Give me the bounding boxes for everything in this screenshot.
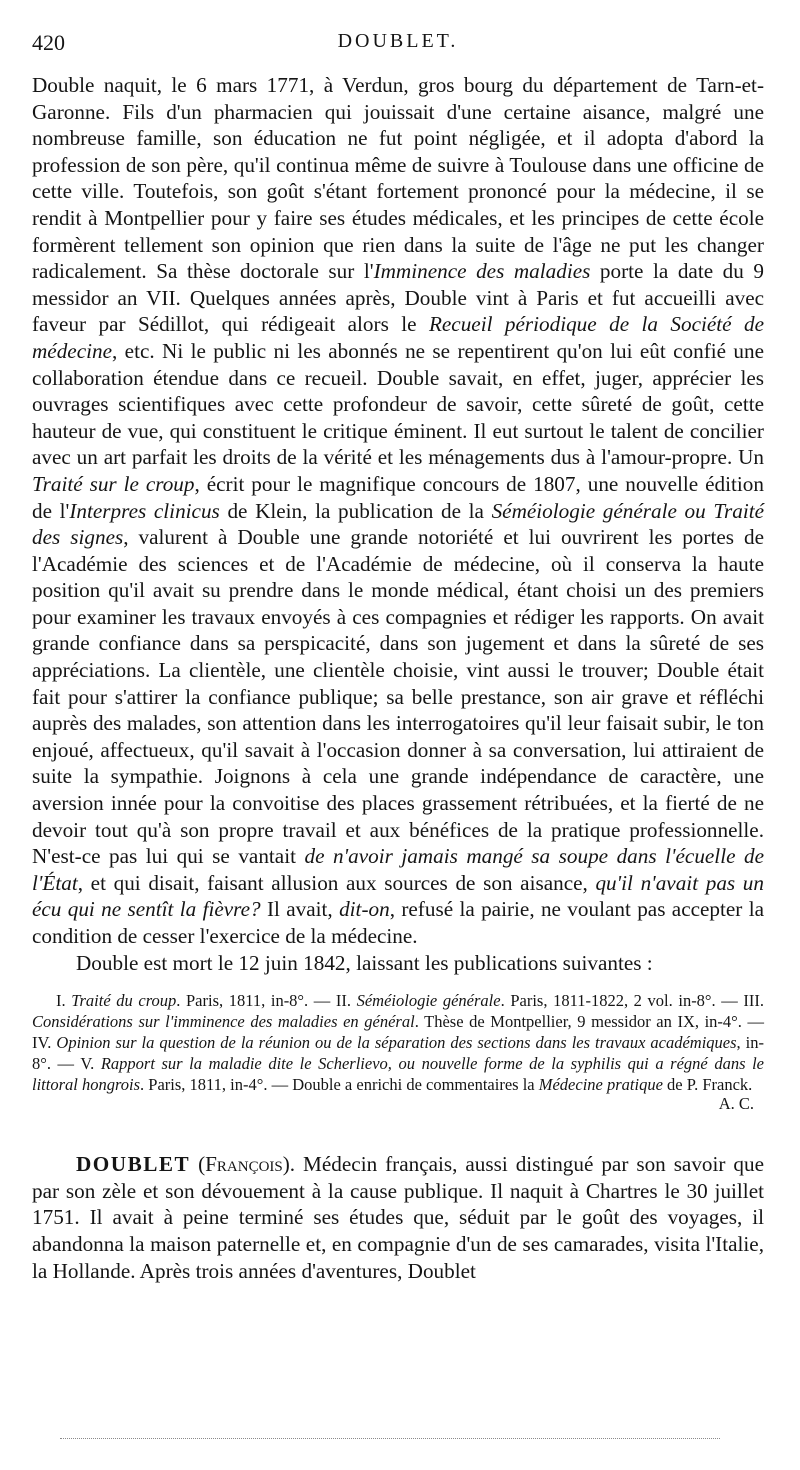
running-head: DOUBLET. bbox=[337, 30, 459, 52]
entry-text: Médecin français, aussi distingué par son savoir que par son zèle et son dévouement à la cause publique. Il naquit à Chartres le 30 juillet 1751. Il avait à peine terminé ses études que, séduit par le goût des voyages, il abandonna la maison paternelle et, en compagnie d'un de ses camarades, visita l'Italie, la Hollande. Après trois années d'aventures, Doublet bbox=[32, 1152, 764, 1283]
footer-rule bbox=[60, 1438, 720, 1439]
entry-forename: (François). bbox=[198, 1152, 296, 1177]
author-signature: A. C. bbox=[718, 1094, 754, 1114]
doublet-entry bbox=[32, 1151, 764, 1284]
death-paragraph: Double est mort le 12 juin 1842, laissant les publications suivantes : bbox=[76, 950, 653, 975]
double-biography-paragraph: Double naquit, le 6 mars 1771, à Verdun, gros bourg du département de Tarn-et-Garonne. Fils d'un pharmacien qui jouissait d'une certaine aisance, malgré une nombreuse famille, son éducation ne fut point négligée, et il adopta d'abord la profession de son père, qu'il continua même de suivre à Toulouse dans une officine de cette ville. Toutefois, son goût s'étant fortement prononcé pour la médecine, il se rendit à Montpellier pour y faire ses études médicales, et les principes de cette école formèrent tellement son opinion que rien dans la suite de l'âge ne put les changer radicalement. Sa thèse doctorale sur l'Imminence des maladies porte la date du 9 messidor an VII. Quelques années après, Double vint à Paris et fut accueilli avec faveur par Sédillot, qui rédigeait alors le Recueil périodique de la Société de médecine, etc. Ni le public ni les abonnés ne se repentirent qu'on lui eût confié une collaboration étendue dans ce recueil. Double savait, en effet, juger, apprécier les ouvrages scientifiques avec cette profondeur de savoir, cette sûreté de goût, cette hauteur de vue, qui constituent le critique éminent. Il eut surtout le talent de concilier avec un art parfait les droits de la vérité et les ménagements dus à l'amour-propre. Un Traité sur le croup, écrit pour le magnifique concours de 1807, une nouvelle édition de l'Interpres clinicus de Klein, la publication de la Séméiologie générale ou Traité des signes, valurent à Double une grande notoriété et lui ouvrirent les portes de l'Académie des sciences et de l'Académie de médecine, où il conserva la haute position qu'il avait su prendre dans le monde médical, étant choisi un des premiers pour examiner les travaux envoyés à ces compagnies et rédiger les rapports. On avait grande confiance dans sa perspicacité, dans son jugement et dans la sûreté de ses appréciations. La clientèle, une clientèle choisie, vint aussi le trouver; Double était fait pour s'attirer la confiance publique; sa belle prestance, son air grave et réfléchi auprès des malades, son attention dans les interrogatoires qu'il leur faisait subir, le ton enjoué, affectueux, qu'il savait à l'occasion donner à sa conversation, lui attiraient de suite la sympathie. Joignons à cela une grande indépendance de caractère, une aversion innée pour la convoitise des places grassement rétribuées, et la fierté de ne devoir tout qu'à son propre travail et aux bénéfices de la pratique professionnelle. N'est-ce pas lui qui se vantait de n'avoir jamais mangé sa soupe dans l'écuelle de l'État, et qui disait, faisant allusion aux sources de son aisance, qu'il n'avait pas un écu qui ne sentît la fièvre? Il avait, dit-on, refusé la pairie, ne voulant pas accepter la condition de cesser l'exercice de la médecine. bbox=[32, 73, 765, 948]
page-number: 420 bbox=[32, 30, 65, 55]
bibliography: I. Traité du croup. Paris, 1811, in-8°. — II. Séméiologie générale. Paris, 1811-1822, 2 vol. in-8°. — III. Considérations sur l'imminence des maladies en général. Thèse de Montpellier, 9 messidor an IX, in-4°. — IV. Opinion sur la question de la réunion ou de la séparation des sections dans les travaux académiques, in-8°. — V. Rapport sur la maladie dite le Scherlievo, ou nouvelle forme de la syphilis qui a régné dans le littoral hongrois. Paris, 1811, in-4°. — Double a enrichi de commentaires la Médecine pratique de P. Franck. bbox=[32, 991, 764, 1095]
page-header bbox=[32, 28, 764, 72]
entry-headword: DOUBLET bbox=[76, 1152, 191, 1177]
